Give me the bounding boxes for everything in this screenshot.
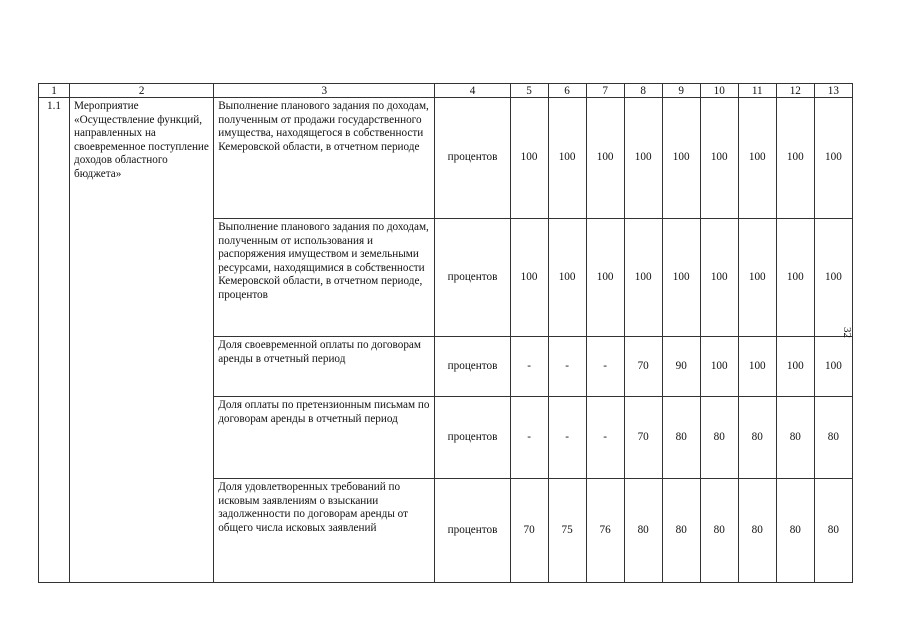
indicator-value: 80 [738, 479, 776, 583]
indicator-value: 100 [624, 219, 662, 337]
indicator-value: - [548, 337, 586, 397]
indicator-value: 80 [700, 479, 738, 583]
indicator-value: 80 [662, 479, 700, 583]
indicator-value: 100 [814, 337, 852, 397]
indicator-value: - [586, 337, 624, 397]
indicator-value: 70 [510, 479, 548, 583]
indicator-unit: процентов [435, 397, 510, 479]
indicator-unit: процентов [435, 337, 510, 397]
indicator-value: 100 [586, 219, 624, 337]
indicator-value: 100 [738, 337, 776, 397]
indicator-value: 100 [510, 219, 548, 337]
column-number: 13 [814, 84, 852, 98]
indicator-value: 80 [662, 397, 700, 479]
column-number: 5 [510, 84, 548, 98]
page-number: 32 [841, 327, 853, 338]
indicator-value: 90 [662, 337, 700, 397]
indicator-value: 80 [776, 479, 814, 583]
column-number: 1 [39, 84, 70, 98]
indicator-value: 80 [624, 479, 662, 583]
indicator-value: 100 [586, 98, 624, 219]
indicator-value: 80 [700, 397, 738, 479]
column-number: 9 [662, 84, 700, 98]
indicator-value: 100 [662, 98, 700, 219]
indicator-value: 80 [814, 479, 852, 583]
column-number: 2 [70, 84, 214, 98]
column-number: 10 [700, 84, 738, 98]
column-number-row [39, 84, 853, 98]
indicator-value: 70 [624, 397, 662, 479]
column-number: 6 [548, 84, 586, 98]
indicator-name: Выполнение планового задания по доходам, полученным от использования и распоряжения имуществом и земельными ресурсами, находящимися в собственности Кемеровской области, в отчетном периоде, процентов [214, 219, 435, 337]
indicator-unit: процентов [435, 98, 510, 219]
indicator-value: 75 [548, 479, 586, 583]
column-number: 3 [214, 84, 435, 98]
column-number: 11 [738, 84, 776, 98]
indicators-table [38, 83, 853, 583]
indicator-name: Доля удовлетворенных требований по исковым заявлениям о взыскании задолженности по договорам аренды от общего числа исковых заявлений [214, 479, 435, 583]
indicator-value: 100 [776, 337, 814, 397]
indicator-value: 100 [662, 219, 700, 337]
indicator-value: - [510, 397, 548, 479]
indicator-value: 100 [624, 98, 662, 219]
column-number: 7 [586, 84, 624, 98]
indicator-name: Выполнение планового задания по доходам, полученным от продажи государственного имущества, находящегося в собственности Кемеровской области, в отчетном периоде [214, 98, 435, 219]
indicator-value: 70 [624, 337, 662, 397]
column-number: 12 [776, 84, 814, 98]
indicator-value: 100 [548, 219, 586, 337]
indicator-value: - [548, 397, 586, 479]
indicator-value: 80 [738, 397, 776, 479]
indicator-value: - [510, 337, 548, 397]
indicator-value: 100 [548, 98, 586, 219]
indicator-value: 100 [700, 337, 738, 397]
row-index: 1.1 [39, 98, 70, 583]
column-number: 8 [624, 84, 662, 98]
indicator-value: 100 [700, 219, 738, 337]
indicator-value: 80 [776, 397, 814, 479]
indicator-value: 100 [776, 219, 814, 337]
indicator-value: 100 [700, 98, 738, 219]
indicator-value: 100 [738, 98, 776, 219]
indicator-name: Доля оплаты по претензионным письмам по договорам аренды в отчетный период [214, 397, 435, 479]
column-number: 4 [435, 84, 510, 98]
indicator-row [39, 98, 853, 219]
event-name: Мероприятие «Осуществление функций, направленных на своевременное поступление доходов областного бюджета» [70, 98, 214, 583]
indicator-value: 100 [738, 219, 776, 337]
indicator-value: 80 [814, 397, 852, 479]
indicator-unit: процентов [435, 219, 510, 337]
indicator-value: 100 [814, 219, 852, 337]
indicator-unit: процентов [435, 479, 510, 583]
indicator-value: 100 [776, 98, 814, 219]
indicator-value: - [586, 397, 624, 479]
indicator-value: 100 [814, 98, 852, 219]
indicator-name: Доля своевременной оплаты по договорам аренды в отчетный период [214, 337, 435, 397]
indicator-value: 100 [510, 98, 548, 219]
indicator-value: 76 [586, 479, 624, 583]
